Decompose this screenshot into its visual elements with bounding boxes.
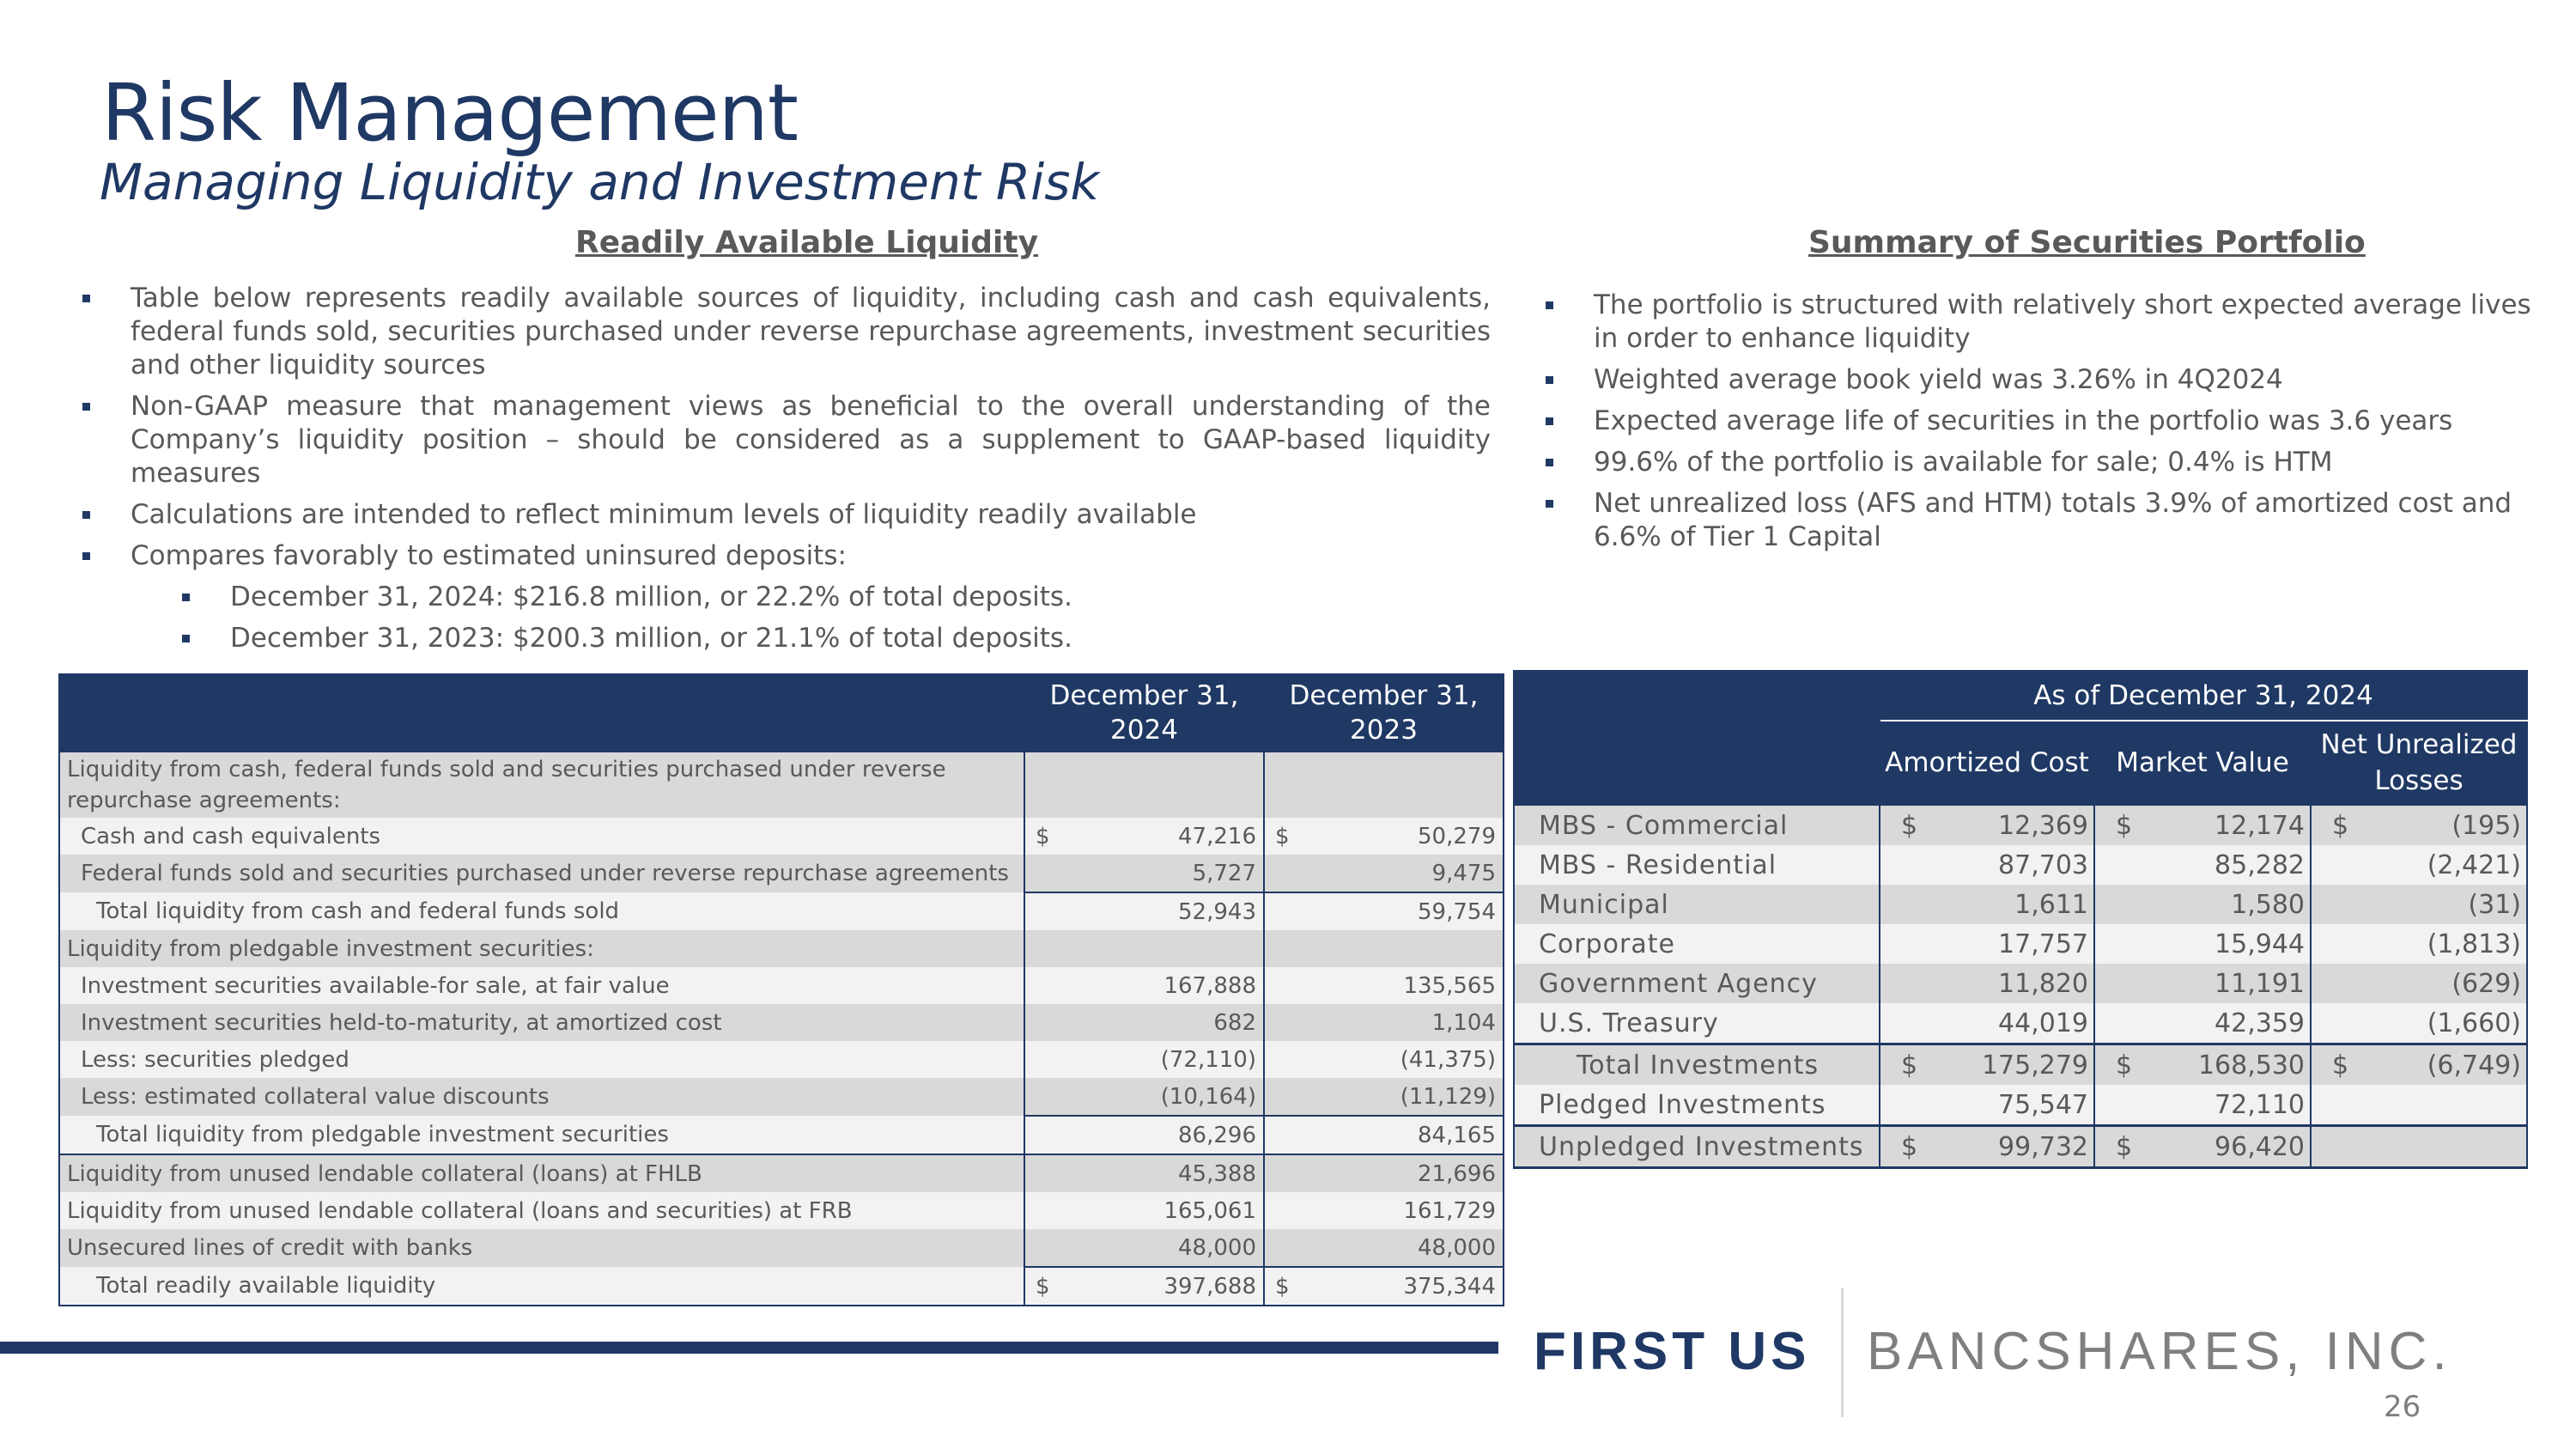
- market-value-cell: [2094, 845, 2311, 885]
- row-value-2023: (11,129): [1264, 1078, 1504, 1116]
- net-unrealized-loss-cell: [2311, 924, 2527, 964]
- cell-value: 85,282: [2215, 849, 2305, 880]
- cell-value: 175,279: [1981, 1050, 2088, 1081]
- row-value-2023: [1264, 752, 1504, 818]
- cell-value: 47,216: [1178, 823, 1256, 849]
- cell-value: 44,019: [1998, 1008, 2088, 1038]
- row-value-2024: (10,164): [1024, 1078, 1264, 1116]
- currency-symbol: $: [2332, 1050, 2349, 1081]
- amortized-cost-cell: [1880, 924, 2094, 964]
- cell-value: (2,421): [2427, 849, 2521, 880]
- cell-value: 375,344: [1403, 1273, 1496, 1300]
- row-value-2024: (72,110): [1024, 1041, 1264, 1078]
- table-row: [1514, 845, 2527, 885]
- cell-value: 50,279: [1418, 823, 1496, 849]
- securities-header-blank: [1514, 671, 1880, 805]
- amortized-cost-cell: [1880, 1085, 2094, 1126]
- net-unrealized-loss-cell: [2311, 845, 2527, 885]
- row-value-2023: 135,565: [1264, 967, 1504, 1004]
- row-label: Federal funds sold and securities purchased under reverse repurchase agreements: [59, 855, 1024, 892]
- market-value-cell: [2094, 924, 2311, 964]
- row-value-2024: 165,061: [1024, 1192, 1264, 1229]
- currency-symbol: $: [1036, 1273, 1050, 1300]
- bullet-item: Compares favorably to estimated uninsured deposits:: [82, 539, 1491, 573]
- market-value-cell: [2094, 1085, 2311, 1126]
- row-label: Liquidity from unused lendable collateral (loans and securities) at FRB: [59, 1192, 1024, 1229]
- cell-value: 12,174: [2215, 810, 2305, 841]
- table-row: [1514, 805, 2527, 845]
- liquidity-col-2024: December 31, 2024: [1024, 674, 1264, 752]
- table-row: [1514, 1126, 2527, 1168]
- table-row: [59, 855, 1504, 892]
- table-row: [59, 930, 1504, 967]
- bullet-item: Non-GAAP measure that management views as beneficial to the overall understanding of the Company’s liquidity position – should be considered as a supplement to GAAP-based liquidity measures: [82, 390, 1491, 490]
- cell-value: (6,749): [2427, 1050, 2521, 1081]
- row-label: Government Agency: [1514, 964, 1880, 1003]
- cell-value: 12,369: [1998, 810, 2088, 841]
- row-label: Investment securities held-to-maturity, at amortized cost: [59, 1004, 1024, 1041]
- row-value-2024: [1024, 930, 1264, 967]
- market-value-cell: [2094, 1126, 2311, 1168]
- page-title: Risk Management: [101, 67, 798, 159]
- cell-value: 96,420: [2215, 1131, 2305, 1162]
- currency-symbol: $: [2116, 1050, 2133, 1081]
- cell-value: 17,757: [1998, 928, 2088, 959]
- cell-value: 11,820: [1998, 968, 2088, 999]
- row-label: Total Investments: [1514, 1044, 1880, 1086]
- cell-value: 99,732: [1998, 1131, 2088, 1162]
- securities-table: [1513, 670, 2528, 1169]
- cell-value: 87,703: [1998, 849, 2088, 880]
- currency-symbol: $: [1275, 823, 1290, 849]
- currency-symbol: $: [1901, 810, 1918, 841]
- col-amortized-cost: Amortized Cost: [1880, 721, 2094, 805]
- liquidity-heading: Readily Available Liquidity: [575, 225, 1039, 260]
- bullet-item: Weighted average book yield was 3.26% in 4Q2024: [1546, 363, 2542, 397]
- row-value-2024: [1024, 818, 1264, 855]
- market-value-cell: [2094, 885, 2311, 924]
- cell-value: 11,191: [2215, 968, 2305, 999]
- liquidity-col-2023: December 31, 2023: [1264, 674, 1504, 752]
- bullet-item: Table below represents readily available sources of liquidity, including cash and cash equivalents, federal funds sold, securities purchased under reverse repurchase agreements, investment securities and other liquidity sources: [82, 282, 1491, 382]
- bullet-item: 99.6% of the portfolio is available for sale; 0.4% is HTM: [1546, 446, 2542, 479]
- table-row: [1514, 1085, 2527, 1126]
- net-unrealized-loss-cell: [2311, 1044, 2527, 1086]
- market-value-cell: [2094, 805, 2311, 845]
- row-value-2023: 84,165: [1264, 1116, 1504, 1154]
- liquidity-bullets: [82, 282, 1491, 663]
- table-row: [1514, 1003, 2527, 1044]
- row-label: MBS - Residential: [1514, 845, 1880, 885]
- cell-value: 1,580: [2231, 889, 2305, 920]
- cell-value: (31): [2468, 889, 2521, 920]
- table-row: [59, 892, 1504, 930]
- row-label: Unpledged Investments: [1514, 1126, 1880, 1168]
- row-label: Corporate: [1514, 924, 1880, 964]
- currency-symbol: $: [1036, 823, 1050, 849]
- currency-symbol: $: [1275, 1273, 1290, 1300]
- bullet-item: The portfolio is structured with relatively short expected average lives in order to enhance liquidity: [1546, 289, 2542, 356]
- currency-symbol: $: [2116, 810, 2133, 841]
- liquidity-header-blank: [59, 674, 1024, 752]
- table-row: [59, 1041, 1504, 1078]
- row-value-2024: 52,943: [1024, 892, 1264, 930]
- row-label: Municipal: [1514, 885, 1880, 924]
- currency-symbol: $: [1901, 1131, 1918, 1162]
- cell-value: 397,688: [1163, 1273, 1256, 1300]
- cell-value: 72,110: [2215, 1089, 2305, 1120]
- row-label: Liquidity from cash, federal funds sold and securities purchased under reverse repurchase agreements:: [59, 752, 1024, 818]
- row-label: Unsecured lines of credit with banks: [59, 1229, 1024, 1267]
- table-row: [59, 1004, 1504, 1041]
- securities-bullets: [1546, 289, 2542, 562]
- row-label: MBS - Commercial: [1514, 805, 1880, 845]
- col-market-value: Market Value: [2094, 721, 2311, 805]
- net-unrealized-loss-cell: [2311, 805, 2527, 845]
- row-value-2023: 9,475: [1264, 855, 1504, 892]
- cell-value: 168,530: [2197, 1050, 2305, 1081]
- bullet-item: Calculations are intended to reflect minimum levels of liquidity readily available: [82, 498, 1491, 532]
- table-row: [59, 1116, 1504, 1154]
- bullet-item: Expected average life of securities in the portfolio was 3.6 years: [1546, 405, 2542, 438]
- securities-heading: Summary of Securities Portfolio: [1808, 225, 2366, 260]
- row-value-2024: 167,888: [1024, 967, 1264, 1004]
- row-label: Total liquidity from pledgable investment securities: [59, 1116, 1024, 1154]
- market-value-cell: [2094, 1003, 2311, 1044]
- cell-value: (1,660): [2427, 1008, 2521, 1038]
- row-label: Pledged Investments: [1514, 1085, 1880, 1126]
- currency-symbol: $: [2332, 810, 2349, 841]
- cell-value: 75,547: [1998, 1089, 2088, 1120]
- sub-bullet-item: December 31, 2024: $216.8 million, or 22.2% of total deposits.: [82, 581, 1491, 614]
- liquidity-table: [58, 673, 1504, 1306]
- amortized-cost-cell: [1880, 1044, 2094, 1086]
- page-number: 26: [2384, 1390, 2421, 1424]
- amortized-cost-cell: [1880, 1003, 2094, 1044]
- amortized-cost-cell: [1880, 964, 2094, 1003]
- cell-value: (629): [2451, 968, 2521, 999]
- row-value-2023: 59,754: [1264, 892, 1504, 930]
- securities-group-header: As of December 31, 2024: [1880, 671, 2527, 721]
- table-row: [59, 967, 1504, 1004]
- row-value-2024: 48,000: [1024, 1229, 1264, 1267]
- table-row: [1514, 885, 2527, 924]
- cell-value: (195): [2451, 810, 2521, 841]
- row-value-2024: 682: [1024, 1004, 1264, 1041]
- row-value-2024: 86,296: [1024, 1116, 1264, 1154]
- table-row: [59, 1229, 1504, 1267]
- market-value-cell: [2094, 964, 2311, 1003]
- market-value-cell: [2094, 1044, 2311, 1086]
- table-row: [59, 1267, 1504, 1306]
- row-value-2023: 48,000: [1264, 1229, 1504, 1267]
- row-label: U.S. Treasury: [1514, 1003, 1880, 1044]
- row-value-2023: 1,104: [1264, 1004, 1504, 1041]
- table-row: [59, 1154, 1504, 1192]
- amortized-cost-cell: [1880, 805, 2094, 845]
- net-unrealized-loss-cell: [2311, 1003, 2527, 1044]
- amortized-cost-cell: [1880, 885, 2094, 924]
- row-label: Liquidity from pledgable investment securities:: [59, 930, 1024, 967]
- net-unrealized-loss-cell: [2311, 1126, 2527, 1168]
- row-label: Total readily available liquidity: [59, 1267, 1024, 1306]
- amortized-cost-cell: [1880, 845, 2094, 885]
- logo-first-us: FIRST US: [1534, 1322, 1811, 1381]
- table-row: [1514, 964, 2527, 1003]
- table-row: [59, 1078, 1504, 1116]
- row-value-2023: 21,696: [1264, 1154, 1504, 1192]
- row-value-2023: [1264, 818, 1504, 855]
- row-label: Liquidity from unused lendable collateral (loans) at FHLB: [59, 1154, 1024, 1192]
- net-unrealized-loss-cell: [2311, 885, 2527, 924]
- table-row: [59, 818, 1504, 855]
- bullet-item: Net unrealized loss (AFS and HTM) totals 3.9% of amortized cost and 6.6% of Tier 1 Capital: [1546, 487, 2542, 554]
- net-unrealized-loss-cell: [2311, 1085, 2527, 1126]
- table-row: [59, 1192, 1504, 1229]
- row-label: Investment securities available-for sale, at fair value: [59, 967, 1024, 1004]
- cell-value: (1,813): [2427, 928, 2521, 959]
- row-value-2024: 45,388: [1024, 1154, 1264, 1192]
- footer-rule: [0, 1342, 1498, 1354]
- currency-symbol: $: [1901, 1050, 1918, 1081]
- page-subtitle: Managing Liquidity and Investment Risk: [100, 153, 1100, 211]
- table-row: [1514, 1044, 2527, 1086]
- logo-bancshares: BANCSHARES, INC.: [1867, 1322, 2452, 1381]
- net-unrealized-loss-cell: [2311, 964, 2527, 1003]
- row-value-2023: 161,729: [1264, 1192, 1504, 1229]
- row-value-2024: [1024, 1267, 1264, 1306]
- logo-divider: [1841, 1288, 1844, 1417]
- cell-value: 42,359: [2215, 1008, 2305, 1038]
- col-net-unrealized-losses: Net Unrealized Losses: [2311, 721, 2527, 805]
- row-value-2023: [1264, 930, 1504, 967]
- cell-value: 15,944: [2215, 928, 2305, 959]
- currency-symbol: $: [2116, 1131, 2133, 1162]
- sub-bullet-item: December 31, 2023: $200.3 million, or 21.1% of total deposits.: [82, 622, 1491, 655]
- row-label: Cash and cash equivalents: [59, 818, 1024, 855]
- amortized-cost-cell: [1880, 1126, 2094, 1168]
- row-label: Less: securities pledged: [59, 1041, 1024, 1078]
- row-label: Total liquidity from cash and federal funds sold: [59, 892, 1024, 930]
- row-value-2024: 5,727: [1024, 855, 1264, 892]
- table-row: [1514, 924, 2527, 964]
- row-value-2023: (41,375): [1264, 1041, 1504, 1078]
- row-value-2024: [1024, 752, 1264, 818]
- cell-value: 1,611: [2014, 889, 2088, 920]
- row-value-2023: [1264, 1267, 1504, 1306]
- table-row: [59, 752, 1504, 818]
- row-label: Less: estimated collateral value discounts: [59, 1078, 1024, 1116]
